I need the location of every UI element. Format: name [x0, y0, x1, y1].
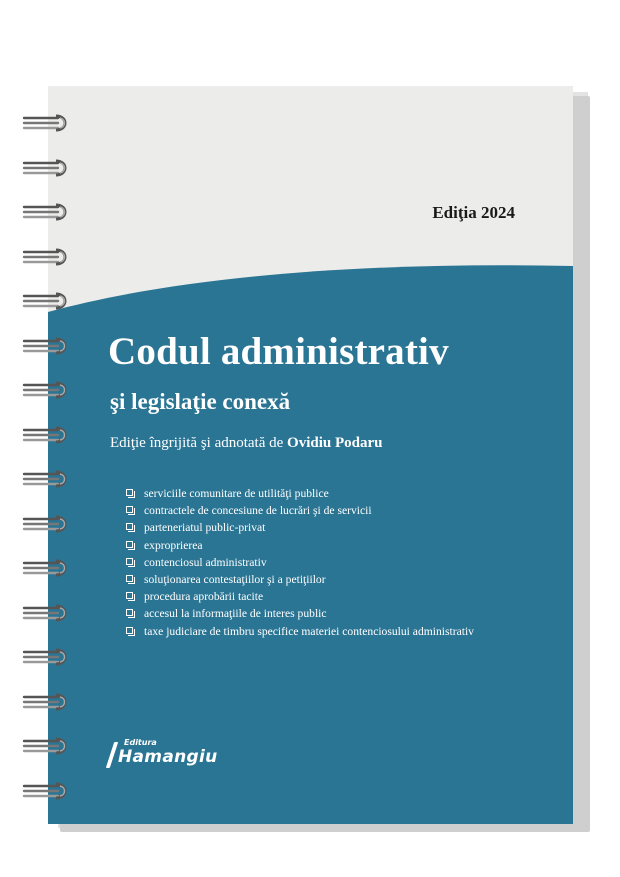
topics-list [126, 485, 526, 640]
checkbox-icon [126, 609, 133, 616]
publisher-small-text: Editura [124, 738, 157, 747]
spiral-ring-icon [22, 246, 74, 266]
list-item: accesul la informaţiile de interes public [126, 605, 526, 622]
spiral-ring-icon [22, 735, 74, 755]
spiral-ring-icon [22, 780, 74, 800]
list-item: serviciile comunitare de utilităţi publice [126, 485, 526, 502]
spiral-ring-icon [22, 335, 74, 355]
editor-prefix: Ediţie îngrijită şi adnotată de [110, 435, 284, 451]
list-item: contenciosul administrativ [126, 554, 526, 571]
list-item: parteneriatul public-privat [126, 519, 526, 536]
spiral-ring-icon [22, 557, 74, 577]
editor-credit [110, 435, 383, 452]
checkbox-icon [126, 523, 133, 530]
spiral-ring-icon [22, 424, 74, 444]
editor-name: Ovidiu Podaru [287, 435, 383, 451]
checkbox-icon [126, 541, 133, 548]
checkbox-icon [126, 627, 133, 634]
cover-blue-wave [48, 86, 573, 824]
spiral-ring-icon [22, 646, 74, 666]
list-item: soluţionarea contestaţiilor şi a petiţiilor [126, 571, 526, 588]
list-item: contractele de concesiune de lucrări şi de servicii [126, 502, 526, 519]
spiral-ring-icon [22, 468, 74, 488]
list-item: exproprierea [126, 537, 526, 554]
book-title: Codul administrativ [108, 330, 449, 373]
spiral-ring-icon [22, 157, 74, 177]
list-item: taxe judiciare de timbru specifice materiei contenciosului administrativ [126, 623, 484, 640]
checkbox-icon [126, 558, 133, 565]
book-cover [48, 86, 573, 824]
checkbox-icon [126, 489, 133, 496]
spiral-ring-icon [22, 691, 74, 711]
spiral-ring-icon [22, 513, 74, 533]
checkbox-icon [126, 506, 133, 513]
checkbox-icon [126, 592, 133, 599]
list-item: procedura aprobării tacite [126, 588, 526, 605]
spiral-ring-icon [22, 112, 74, 132]
spiral-ring-icon [22, 602, 74, 622]
edition-label: Ediţia 2024 [432, 203, 515, 222]
spiral-binding [22, 112, 74, 812]
book-subtitle: şi legislaţie conexă [110, 389, 291, 414]
spiral-ring-icon [22, 201, 74, 221]
checkbox-icon [126, 575, 133, 582]
spiral-ring-icon [22, 290, 74, 310]
publisher-logo [110, 738, 220, 778]
publisher-name: Hamangiu [118, 747, 218, 767]
spiral-ring-icon [22, 379, 74, 399]
